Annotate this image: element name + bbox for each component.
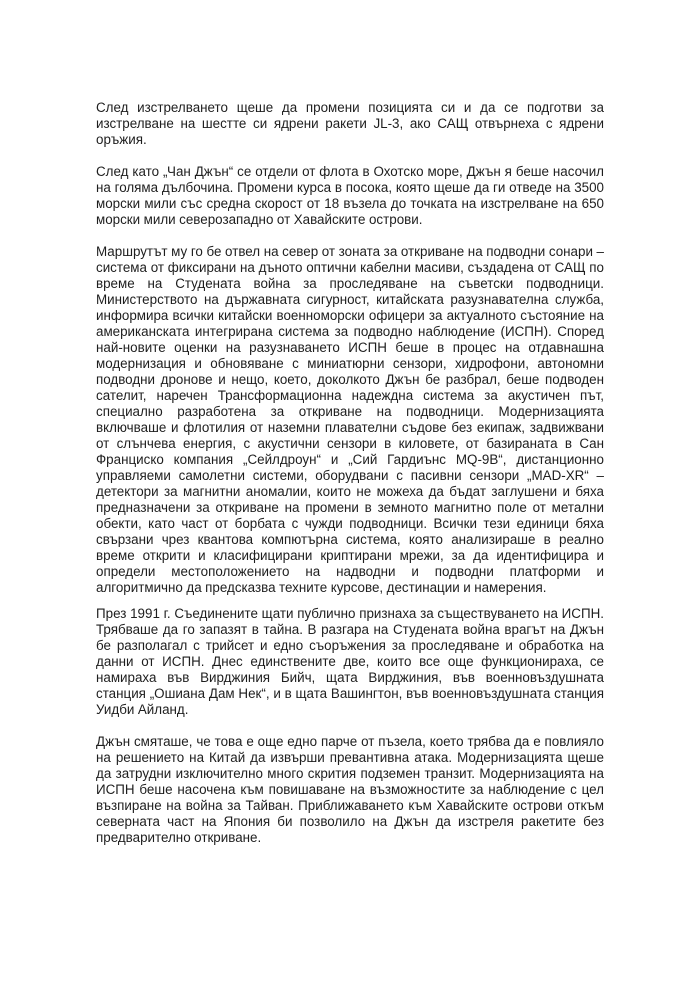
paragraph-4: През 1991 г. Съединените щати публично признаха за съществуването на ИСПН. Трябваше да го запазят в тайна. В разгара на Студената война врагът на Джън бе разполагал с трийсет и едно съоръжения за проследяване и обработка на данни от ИСПН. Днес единствените две, които все още функционираха, се намираха във Вирджиния Бийч, щата Вирджиния, във военновъздушната станция „Ошиана Дам Нек“, и в щата Вашингтон, във военновъздушната станция Уидби Айланд. — [96, 606, 604, 717]
paragraph-1: След изстрелването щеше да промени позицията си и да се подготви за изстрелване на шестте си ядрени ракети JL-3, ако САЩ отвърнеха с ядрени оръжия. — [96, 100, 604, 147]
paragraph-5: Джън смяташе, че това е още едно парче от пъзела, което трябва да е повлияло на решението на Китай да извърши превантивна атака. Модернизацията щеше да затрудни изключително много скрития подземен транзит. Модернизацията на ИСПН беше насочена към повишаване на възможностите за наблюдение с цел възпиране на война за Тайван. Приближаването към Хавайските острови откъм северната част на Япония би позволило на Джън да изстреля ракетите без предварително откриване. — [96, 734, 604, 845]
paragraph-2: След като „Чан Джън“ се отдели от флота в Охотско море, Джън я беше насочил на голяма дълбочина. Промени курса в посока, която щеше да ги отведе на 3500 морски мили със средна скорост от 18 възела до точката на изстрелване на 650 морски мили северозападно от Хавайските острови. — [96, 164, 604, 227]
paragraph-3: Маршрутът му го бе отвел на север от зоната за откриване на подводни сонари – система от фиксирани на дъното оптични кабелни масиви, създадена от САЩ по време на Студената война за проследяване на съветски подводници. Министерството на държавната сигурност, китайската разузнавателна служба, информира всички китайски военноморски офицери за актуалното състояние на американската интегрирана система за подводно наблюдение (ИСПН). Според най-новите оценки на разузнаването ИСПН беше в процес на отдавнашна модернизация и обновяване с миниатюрни сензори, хидрофони, автономни подводни дронове и нещо, което, доколкото Джън бе разбрал, беше подводен сателит, наречен Трансформационна надеждна система за акустичен път, специално разработена за откриване на подводници. Модернизацията включваше и флотилия от наземни плавателни съдове без екипаж, задвижвани от слънчева енергия, с акустични сензори в киловете, от базираната в Сан Франциско компания „Сейлдроун“ и „Сий Гардиънс MQ-9B“, дистанционно управляеми самолетни системи, оборудвани с пасивни сензори „MAD-XR“ – детектори за магнитни аномалии, които не можеха да бъдат заглушени и бяха предназначени за откриване на промени в земното магнитно поле от метални обекти, като част от борбата с чужди подводници. Всички тези единици бяха свързани чрез квантова компютърна система, която анализираше в реално време открити и класифицирани криптирани мрежи, за да идентифицира и определи местоположението на надводни и подводни платформи и алгоритмично да предсказва техните курсове, дестинации и намерения. — [96, 244, 604, 595]
